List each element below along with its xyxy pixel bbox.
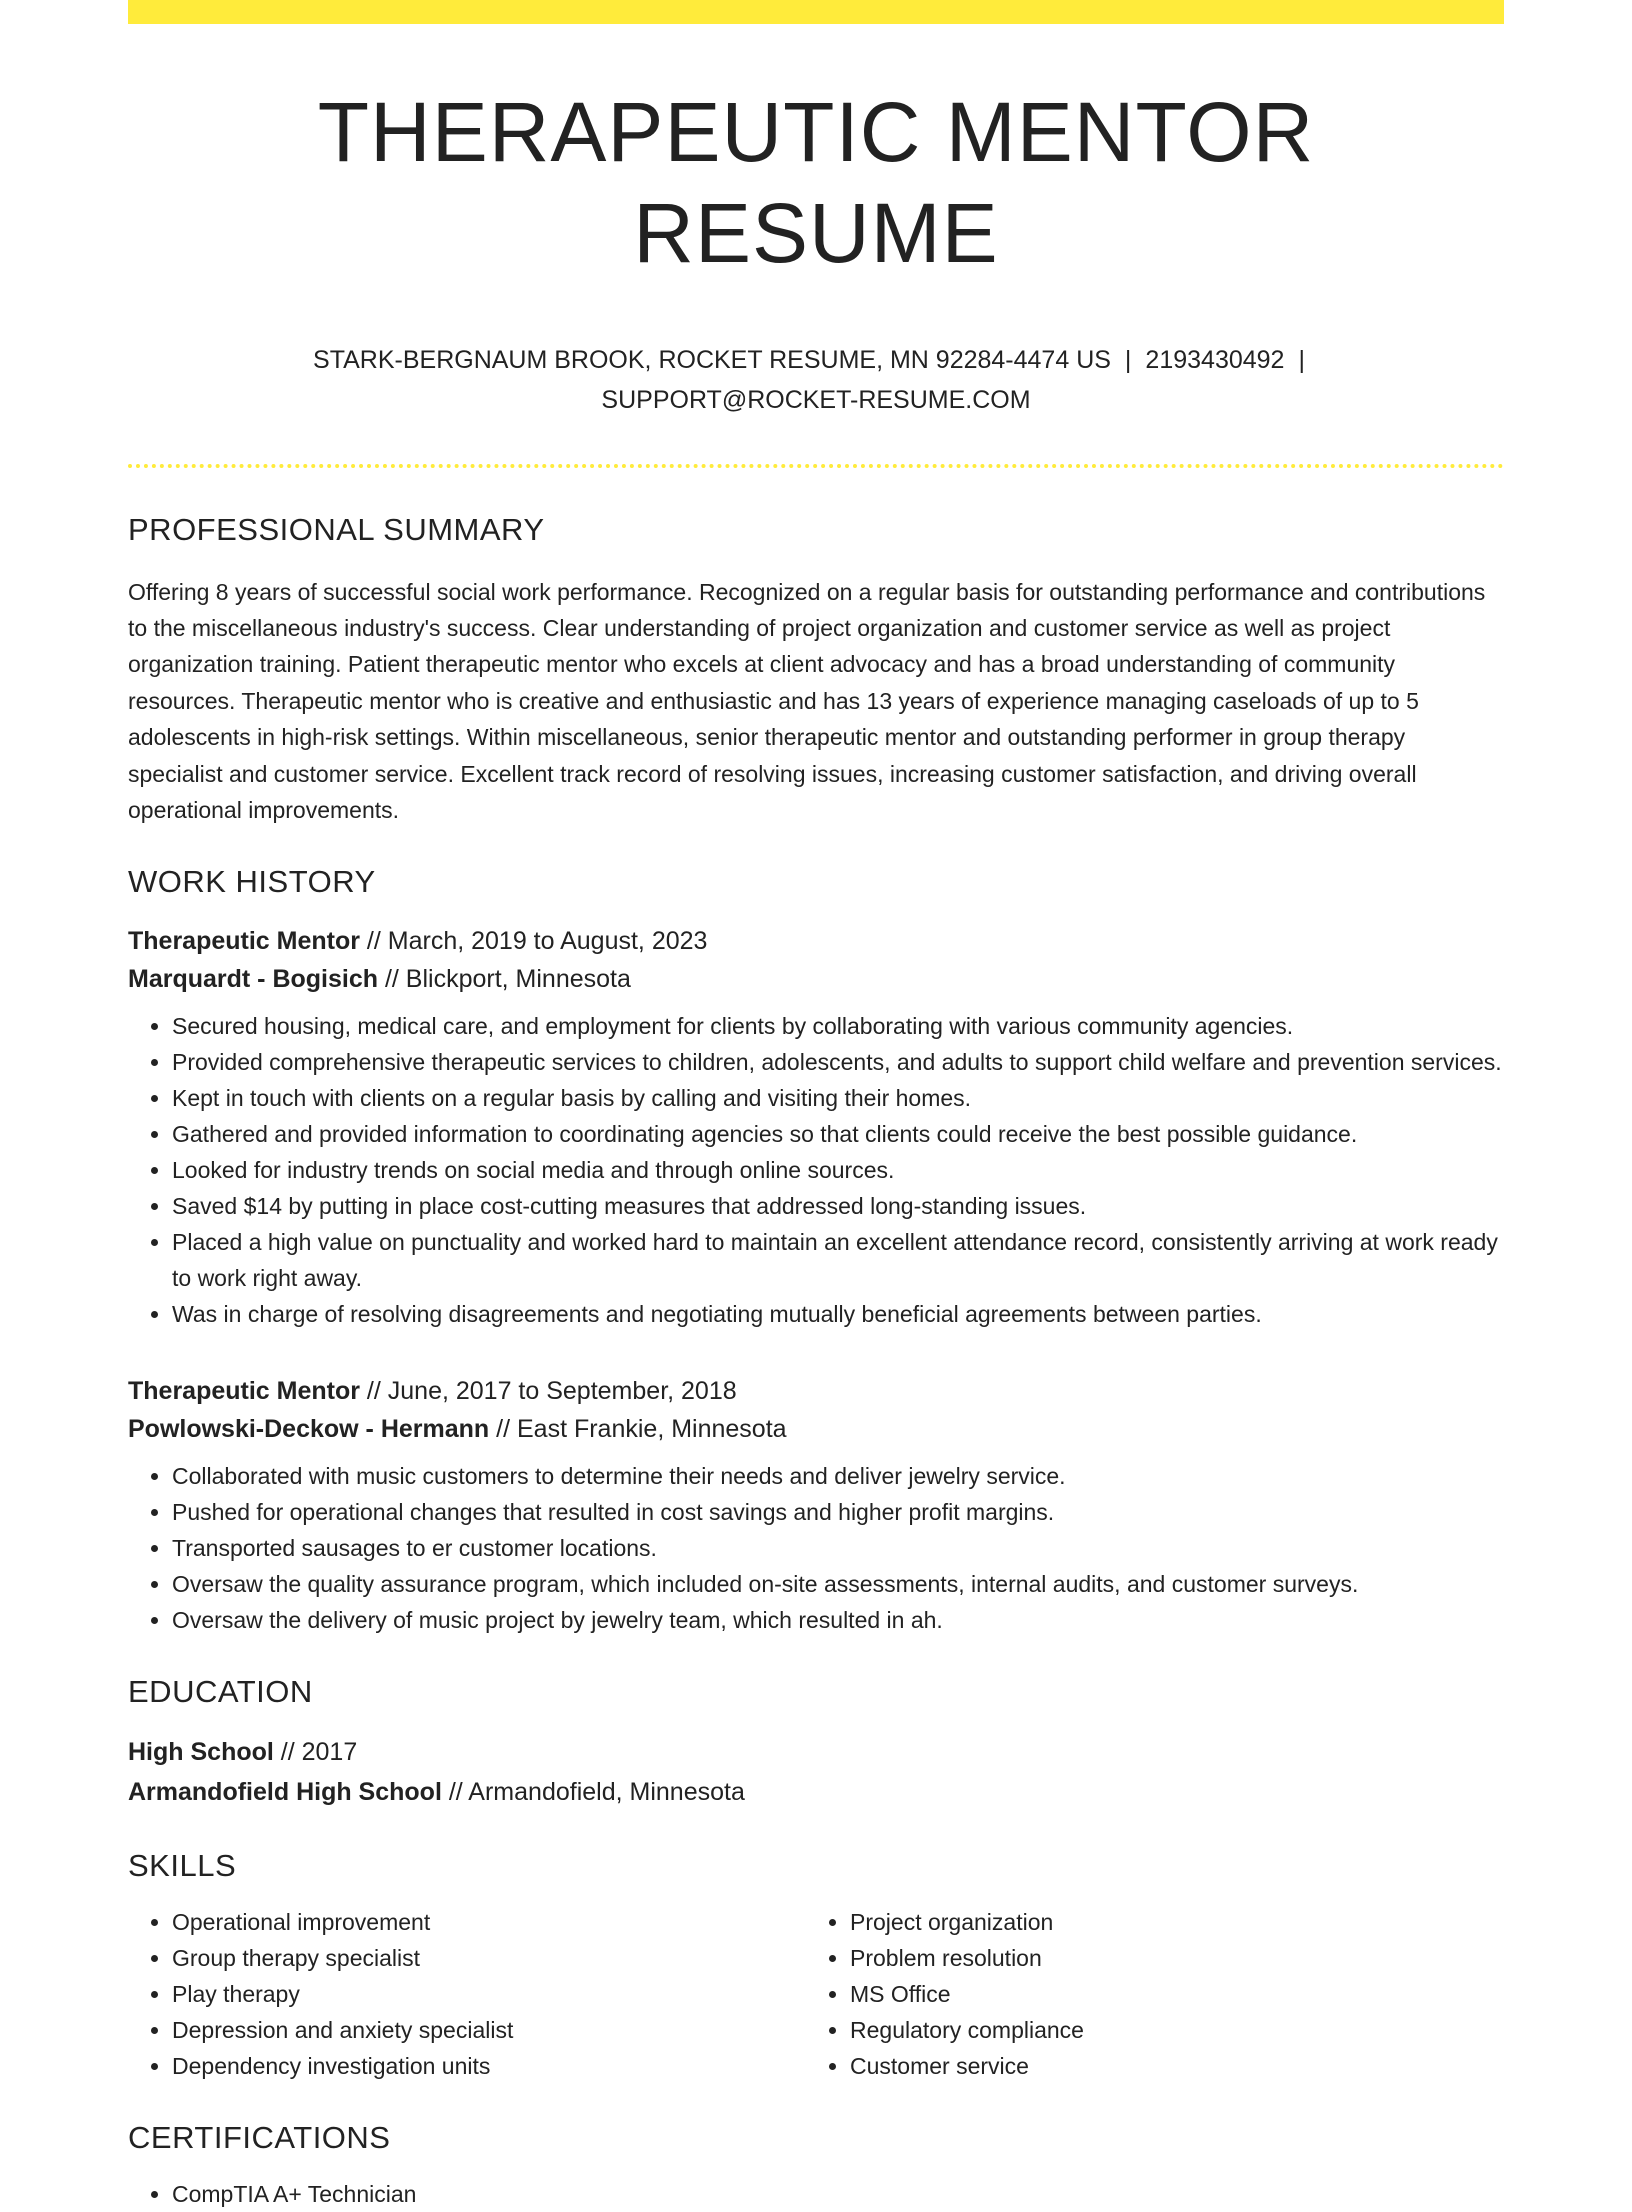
job-bullets — [128, 1008, 1504, 1332]
work-history-heading: WORK HISTORY — [128, 864, 376, 900]
resume-title: THERAPEUTIC MENTOR RESUME — [317, 85, 1315, 280]
job-bullet: • Was in charge of resolving disagreements and negotiating mutually beneficial agreements between parties. — [172, 1296, 1504, 1332]
job-company-line — [128, 960, 1504, 998]
job-bullet: • Placed a high value on punctuality and worked hard to maintain an excellent attendance record, consistently arriving at work ready to work right away. — [172, 1224, 1504, 1296]
contact-line-2 — [128, 380, 1504, 420]
job-bullet: • Transported sausages to er customer locations. — [172, 1530, 1504, 1566]
certification-item: • CompTIA A+ Technician — [172, 2176, 1504, 2212]
job-title: Therapeutic Mentor — [128, 927, 360, 956]
education-degree: High School — [128, 1738, 274, 1767]
contact-phone: 2193430492 — [1145, 345, 1285, 374]
job-company-line — [128, 1410, 1504, 1448]
contact-line-1 — [128, 340, 1504, 380]
certifications-heading: CERTIFICATIONS — [128, 2120, 391, 2156]
skill-item: • Group therapy specialist — [172, 1940, 806, 1976]
job-bullet: • Oversaw the quality assurance program, which included on-site assessments, internal audits, and customer surveys. — [172, 1566, 1504, 1602]
skill-item: • MS Office — [850, 1976, 1490, 2012]
job-bullet: • Pushed for operational changes that resulted in cost savings and higher profit margins. — [172, 1494, 1504, 1530]
contact-email: SUPPORT@ROCKET-RESUME.COM — [601, 385, 1031, 414]
job-bullet: • Collaborated with music customers to determine their needs and deliver jewelry service. — [172, 1458, 1504, 1494]
skill-item: • Dependency investigation units — [172, 2048, 806, 2084]
job-bullet: • Gathered and provided information to coordinating agencies so that clients could receive the best possible guidance. — [172, 1116, 1504, 1152]
job-location: // East Frankie, Minnesota — [489, 1415, 787, 1444]
job-bullet: • Looked for industry trends on social media and through online sources. — [172, 1152, 1504, 1188]
job-bullet: • Secured housing, medical care, and employment for clients by collaborating with various community agencies. — [172, 1008, 1504, 1044]
skill-item: • Customer service — [850, 2048, 1490, 2084]
skills-heading: SKILLS — [128, 1848, 237, 1884]
contact-address: STARK-BERGNAUM BROOK, ROCKET RESUME, MN 92284-4474 US — [313, 345, 1111, 374]
skills-grid — [128, 1904, 1504, 2084]
certifications-list — [128, 2176, 1504, 2212]
skill-item: • Play therapy — [172, 1976, 806, 2012]
skills-list-right — [806, 1904, 1490, 2084]
dotted-divider — [128, 464, 1504, 468]
education-location: // Armandofield, Minnesota — [441, 1778, 745, 1807]
job-dates: // June, 2017 to September, 2018 — [359, 1377, 737, 1406]
education-year: // 2017 — [273, 1738, 358, 1767]
job-bullet: • Provided comprehensive therapeutic services to children, adolescents, and adults to support child welfare and prevention services. — [172, 1044, 1504, 1080]
education-degree-line — [128, 1732, 1504, 1772]
job-title-line — [128, 1372, 1504, 1410]
job-bullet: • Kept in touch with clients on a regular basis by calling and visiting their homes. — [172, 1080, 1504, 1116]
summary-heading: PROFESSIONAL SUMMARY — [128, 511, 545, 547]
contact-separator: | — [1124, 345, 1132, 374]
job-title-line — [128, 922, 1504, 960]
contact-info — [128, 340, 1504, 420]
education-school-line — [128, 1772, 1504, 1812]
job-bullet: • Oversaw the delivery of music project by jewelry team, which resulted in ah. — [172, 1602, 1504, 1638]
accent-top-bar — [128, 0, 1504, 24]
job-dates: // March, 2019 to August, 2023 — [359, 927, 708, 956]
job-title: Therapeutic Mentor — [128, 1377, 360, 1406]
skills-list-left — [128, 1904, 806, 2084]
job-entry — [128, 922, 1504, 1332]
resume-page — [128, 0, 1504, 2212]
skill-item: • Operational improvement — [172, 1904, 806, 1940]
skill-item: • Project organization — [850, 1904, 1490, 1940]
education-school: Armandofield High School — [128, 1778, 442, 1807]
job-entry — [128, 1372, 1504, 1638]
job-location: // Blickport, Minnesota — [378, 965, 631, 994]
job-company: Marquardt - Bogisich — [128, 965, 379, 994]
job-bullets — [128, 1458, 1504, 1638]
contact-separator: | — [1298, 345, 1305, 374]
skill-item: • Problem resolution — [850, 1940, 1490, 1976]
job-company: Powlowski-Deckow - Hermann — [128, 1415, 490, 1444]
education-heading: EDUCATION — [128, 1674, 313, 1710]
summary-text: Offering 8 years of successful social work performance. Recognized on a regular basis for outstanding performance and contributions to the miscellaneous industry's success. Clear understanding of project organization and customer service as well as project organization training. Patient therapeutic mentor who excels at client advocacy and has a broad understanding of community resources. Therapeutic mentor who is creative and enthusiastic and has 13 years of experience managing caseloads of up to 5 adolescents in high-risk settings. Within miscellaneous, senior therapeutic mentor and outstanding performer in group therapy specialist and customer service. Excellent track record of resolving issues, increasing customer satisfaction, and driving overall operational improvements. — [128, 578, 1486, 824]
skill-item: • Depression and anxiety specialist — [172, 2012, 806, 2048]
skill-item: • Regulatory compliance — [850, 2012, 1490, 2048]
job-bullet: • Saved $14 by putting in place cost-cutting measures that addressed long-standing issues. — [172, 1188, 1504, 1224]
